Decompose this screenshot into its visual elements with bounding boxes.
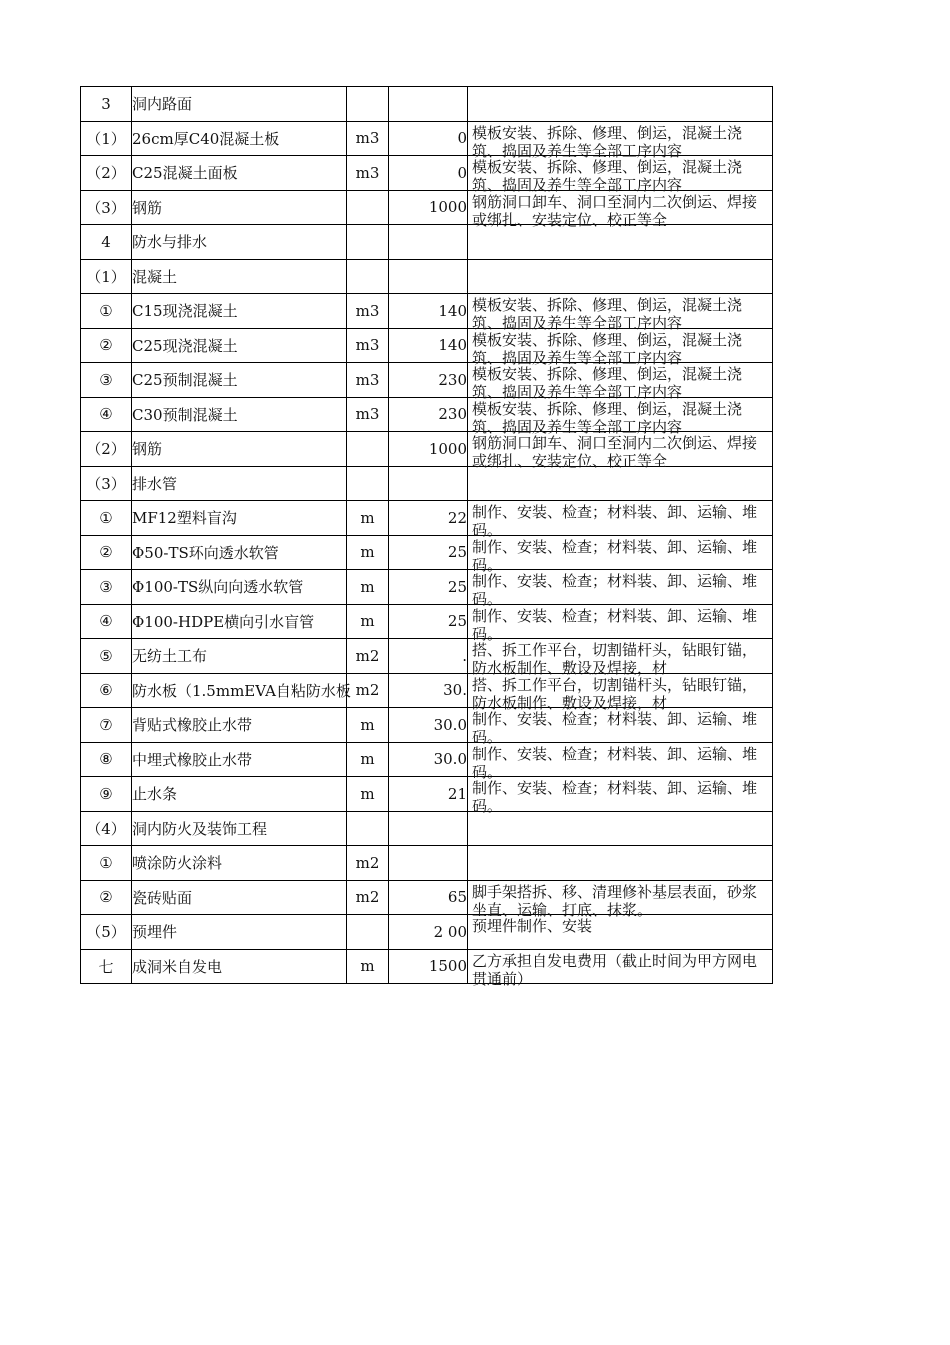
table-row[interactable] bbox=[81, 811, 773, 846]
unit-cell[interactable]: m2 bbox=[347, 846, 389, 881]
work-content-cell[interactable] bbox=[468, 501, 773, 539]
item-number-cell[interactable]: ⑨ bbox=[81, 777, 132, 812]
unit-cell[interactable]: m bbox=[347, 708, 389, 743]
item-number-cell[interactable]: （1） bbox=[81, 259, 132, 294]
quantity-cell[interactable]: 0 bbox=[389, 156, 468, 191]
unit-cell[interactable] bbox=[347, 259, 389, 294]
work-content-text: 模板安装、拆除、修理、倒运，混凝土浇筑、捣固及养生等全部工序内容 bbox=[472, 330, 743, 367]
work-content-cell[interactable] bbox=[468, 259, 773, 294]
item-name-cell[interactable]: 混凝土 bbox=[132, 259, 347, 294]
work-content-cell[interactable] bbox=[468, 742, 773, 781]
item-name-cell[interactable]: 瓷砖贴面 bbox=[132, 880, 347, 915]
table-row[interactable] bbox=[81, 915, 773, 950]
item-number-cell[interactable]: （3） bbox=[81, 190, 132, 225]
item-name-cell[interactable]: 洞内防火及装饰工程 bbox=[132, 811, 347, 846]
item-number-cell[interactable]: ④ bbox=[81, 604, 132, 639]
item-number-cell[interactable]: ④ bbox=[81, 397, 132, 432]
table-row[interactable] bbox=[81, 639, 773, 674]
work-content-text: 制作、安装、检查；材料装、卸、运输、堆码。 bbox=[472, 710, 758, 746]
item-name-cell[interactable]: 钢筋 bbox=[132, 190, 347, 225]
work-content-text: 模板安装、拆除、修理、倒运，混凝土浇筑、捣固及养生等全部工序内容 bbox=[472, 296, 743, 332]
table-row[interactable] bbox=[81, 190, 773, 225]
item-name-cell[interactable]: Φ100-HDPE横向引水盲管 bbox=[132, 604, 347, 639]
table-row[interactable] bbox=[81, 949, 773, 984]
quantity-cell[interactable] bbox=[389, 259, 468, 294]
unit-cell[interactable]: m3 bbox=[347, 397, 389, 432]
work-content-text: 脚手架搭拆、移、清理修补基层表面，砂浆坐直、运输、打底、抹浆。 bbox=[472, 882, 758, 919]
unit-cell[interactable] bbox=[347, 466, 389, 501]
table-row[interactable] bbox=[81, 328, 773, 363]
item-name-cell[interactable]: 成洞米自发电 bbox=[132, 949, 347, 984]
item-name-cell[interactable]: 中埋式橡胶止水带 bbox=[132, 742, 347, 777]
unit-cell[interactable] bbox=[347, 915, 389, 950]
item-name-cell[interactable]: 喷涂防火涂料 bbox=[132, 846, 347, 881]
quantity-cell[interactable]: 140 bbox=[389, 328, 468, 363]
unit-cell[interactable]: m2 bbox=[347, 673, 389, 708]
quantity-cell[interactable] bbox=[389, 87, 468, 122]
work-content-cell[interactable] bbox=[468, 880, 773, 919]
table-row[interactable] bbox=[81, 294, 773, 329]
unit-cell[interactable] bbox=[347, 225, 389, 260]
item-name-cell[interactable]: MF12塑料盲沟 bbox=[132, 501, 347, 536]
unit-cell[interactable]: m bbox=[347, 604, 389, 639]
item-number-cell[interactable]: ⑥ bbox=[81, 673, 132, 708]
item-number-cell[interactable]: （1） bbox=[81, 121, 132, 156]
quantity-cell[interactable]: 22 bbox=[389, 501, 468, 536]
quantity-cell[interactable] bbox=[389, 846, 468, 881]
work-content-text: 制作、安装、检查；材料装、卸、运输、堆码。 bbox=[472, 537, 758, 574]
item-number-cell[interactable]: ② bbox=[81, 328, 132, 363]
work-content-cell[interactable] bbox=[468, 949, 773, 988]
work-content-cell[interactable] bbox=[468, 190, 773, 229]
item-number-cell[interactable]: （3） bbox=[81, 466, 132, 501]
item-number-cell[interactable]: ① bbox=[81, 846, 132, 881]
quantity-cell[interactable]: 25 bbox=[389, 604, 468, 639]
table-row[interactable] bbox=[81, 777, 773, 812]
work-content-cell[interactable] bbox=[468, 294, 773, 332]
unit-cell[interactable] bbox=[347, 432, 389, 467]
work-content-cell[interactable] bbox=[468, 639, 773, 677]
item-number-cell[interactable]: ① bbox=[81, 501, 132, 536]
quantity-cell[interactable]: 30.0 bbox=[389, 708, 468, 743]
work-content-text: 模板安装、拆除、修理、倒运，混凝土浇筑、捣固及养生等全部工序内容 bbox=[472, 158, 743, 194]
item-name-cell[interactable]: 防水与排水 bbox=[132, 225, 347, 260]
quantity-cell[interactable] bbox=[389, 466, 468, 501]
work-content-text: 钢筋洞口卸车、洞口至洞内二次倒运、焊接或绑扎、安装定位、校正等全 bbox=[472, 192, 758, 229]
item-name-cell[interactable]: C25预制混凝土 bbox=[132, 363, 347, 398]
item-number-cell[interactable]: （4） bbox=[81, 811, 132, 846]
table-row[interactable] bbox=[81, 397, 773, 432]
work-content-cell[interactable] bbox=[468, 121, 773, 160]
item-number-cell[interactable]: ③ bbox=[81, 363, 132, 398]
work-content-cell[interactable] bbox=[468, 846, 773, 881]
work-content-text: 搭、拆工作平台，切割锚杆头，钻眼钉锚，防水板制作、敷设及焊接，材 bbox=[472, 641, 758, 677]
work-content-cell[interactable] bbox=[468, 397, 773, 436]
work-content-text: 模板安装、拆除、修理、倒运，混凝土浇筑、捣固及养生等全部工序内容 bbox=[472, 399, 743, 436]
work-content-cell[interactable] bbox=[468, 328, 773, 367]
item-number-cell[interactable]: （5） bbox=[81, 915, 132, 950]
table-row[interactable] bbox=[81, 708, 773, 743]
quantity-cell[interactable]: 65 bbox=[389, 880, 468, 915]
quantity-cell[interactable]: 25 bbox=[389, 570, 468, 605]
item-number-cell[interactable]: ② bbox=[81, 535, 132, 570]
unit-cell[interactable]: m3 bbox=[347, 328, 389, 363]
table-row[interactable] bbox=[81, 535, 773, 570]
table-row[interactable] bbox=[81, 466, 773, 501]
table-row[interactable] bbox=[81, 225, 773, 260]
work-content-cell[interactable] bbox=[468, 915, 773, 950]
item-number-cell[interactable]: 4 bbox=[81, 225, 132, 260]
item-number-cell[interactable]: ① bbox=[81, 294, 132, 329]
item-number-cell[interactable]: ⑤ bbox=[81, 639, 132, 674]
item-name-cell[interactable]: 预埋件 bbox=[132, 915, 347, 950]
table-row[interactable] bbox=[81, 156, 773, 191]
item-number-cell[interactable]: ⑧ bbox=[81, 742, 132, 777]
item-name-cell[interactable]: 止水条 bbox=[132, 777, 347, 812]
item-number-cell[interactable]: ② bbox=[81, 880, 132, 915]
table-row[interactable] bbox=[81, 432, 773, 467]
work-content-cell[interactable] bbox=[468, 432, 773, 470]
table-row[interactable] bbox=[81, 846, 773, 881]
quantity-cell[interactable]: 0 bbox=[389, 121, 468, 156]
item-number-cell[interactable]: （2） bbox=[81, 156, 132, 191]
quantity-cell[interactable]: 1000 bbox=[389, 190, 468, 225]
unit-cell[interactable]: m bbox=[347, 777, 389, 812]
unit-cell[interactable] bbox=[347, 87, 389, 122]
work-content-cell[interactable] bbox=[468, 535, 773, 574]
table-row[interactable] bbox=[81, 673, 773, 708]
quantity-cell[interactable]: 25 bbox=[389, 535, 468, 570]
table-row[interactable] bbox=[81, 121, 773, 156]
table-row[interactable] bbox=[81, 87, 773, 122]
work-content-text: 预埋件制作、安装 bbox=[472, 917, 593, 935]
quantity-cell[interactable] bbox=[389, 811, 468, 846]
unit-cell[interactable] bbox=[347, 190, 389, 225]
quantity-cell[interactable]: 30. bbox=[389, 673, 468, 708]
quantity-cell[interactable]: 230 bbox=[389, 397, 468, 432]
unit-cell[interactable]: m2 bbox=[347, 880, 389, 915]
quantity-cell[interactable]: 230 bbox=[389, 363, 468, 398]
table-row[interactable] bbox=[81, 570, 773, 605]
table-body bbox=[81, 87, 773, 988]
item-name-cell[interactable]: C25混凝土面板 bbox=[132, 156, 347, 191]
unit-cell[interactable]: m3 bbox=[347, 121, 389, 156]
work-content-cell[interactable] bbox=[468, 363, 773, 401]
item-name-cell[interactable]: Φ50-TS环向透水软管 bbox=[132, 535, 347, 570]
unit-cell[interactable]: m bbox=[347, 501, 389, 536]
unit-cell[interactable]: m2 bbox=[347, 639, 389, 674]
quantity-cell[interactable]: 1000 bbox=[389, 432, 468, 467]
item-number-cell[interactable]: （2） bbox=[81, 432, 132, 467]
unit-cell[interactable]: m bbox=[347, 570, 389, 605]
unit-cell[interactable]: m bbox=[347, 535, 389, 570]
item-name-cell[interactable]: 背贴式橡胶止水带 bbox=[132, 708, 347, 743]
work-content-text: 钢筋洞口卸车、洞口至洞内二次倒运、焊接或绑扎、安装定位、校正等全 bbox=[472, 434, 758, 470]
work-content-cell[interactable] bbox=[468, 708, 773, 746]
work-content-text: 制作、安装、检查；材料装、卸、运输、堆码。 bbox=[472, 779, 758, 815]
work-content-cell[interactable] bbox=[468, 225, 773, 260]
item-name-cell[interactable]: 防水板（1.5mmEVA自粘防水板 bbox=[132, 673, 347, 708]
table-row[interactable] bbox=[81, 742, 773, 777]
table-row[interactable] bbox=[81, 880, 773, 915]
quantity-cell[interactable]: 21 bbox=[389, 777, 468, 812]
spreadsheet-table bbox=[80, 86, 773, 988]
work-content-text: 乙方承担自发电费用（截止时间为甲方网电贯通前） bbox=[472, 951, 758, 988]
item-number-cell[interactable]: ③ bbox=[81, 570, 132, 605]
work-content-cell[interactable] bbox=[468, 466, 773, 501]
table-row[interactable] bbox=[81, 604, 773, 639]
item-number-cell[interactable]: ⑦ bbox=[81, 708, 132, 743]
work-content-text: 制作、安装、检查；材料装、卸、运输、堆码。 bbox=[472, 744, 758, 781]
work-content-text: 制作、安装、检查；材料装、卸、运输、堆码。 bbox=[472, 503, 758, 539]
unit-cell[interactable]: m3 bbox=[347, 363, 389, 398]
unit-cell[interactable] bbox=[347, 811, 389, 846]
item-name-cell[interactable]: C25现浇混凝土 bbox=[132, 328, 347, 363]
unit-cell[interactable]: m3 bbox=[347, 294, 389, 329]
item-name-cell[interactable]: C15现浇混凝土 bbox=[132, 294, 347, 329]
item-name-cell[interactable]: C30预制混凝土 bbox=[132, 397, 347, 432]
item-number-cell[interactable]: 3 bbox=[81, 87, 132, 122]
work-content-cell[interactable] bbox=[468, 604, 773, 643]
work-content-cell[interactable] bbox=[468, 811, 773, 846]
unit-cell[interactable]: m bbox=[347, 949, 389, 984]
quantity-cell[interactable]: 30.0 bbox=[389, 742, 468, 777]
work-content-cell[interactable] bbox=[468, 673, 773, 712]
quantity-cell[interactable] bbox=[389, 225, 468, 260]
work-content-text: 搭、拆工作平台，切割锚杆头，钻眼钉锚，防水板制作、敷设及焊接，材 bbox=[472, 675, 758, 712]
quantity-cell[interactable]: . bbox=[389, 639, 468, 674]
unit-cell[interactable]: m bbox=[347, 742, 389, 777]
work-content-text: 模板安装、拆除、修理、倒运，混凝土浇筑、捣固及养生等全部工序内容 bbox=[472, 123, 743, 160]
work-content-text: 模板安装、拆除、修理、倒运，混凝土浇筑、捣固及养生等全部工序内容 bbox=[472, 365, 743, 401]
unit-cell[interactable]: m3 bbox=[347, 156, 389, 191]
work-content-text: 制作、安装、检查；材料装、卸、运输、堆码。 bbox=[472, 606, 758, 643]
table-row[interactable] bbox=[81, 259, 773, 294]
item-name-cell[interactable]: 排水管 bbox=[132, 466, 347, 501]
work-content-cell[interactable] bbox=[468, 87, 773, 122]
table-row[interactable] bbox=[81, 501, 773, 536]
item-name-cell[interactable]: 无纺土工布 bbox=[132, 639, 347, 674]
item-name-cell[interactable]: 洞内路面 bbox=[132, 87, 347, 122]
item-number-cell[interactable]: 七 bbox=[81, 949, 132, 984]
quantity-cell[interactable]: 140 bbox=[389, 294, 468, 329]
item-name-cell[interactable]: Φ100-TS纵向向透水软管 bbox=[132, 570, 347, 605]
quantity-cell[interactable]: 2 00 bbox=[389, 915, 468, 950]
table-row[interactable] bbox=[81, 363, 773, 398]
item-name-cell[interactable]: 26cm厚C40混凝土板 bbox=[132, 121, 347, 156]
work-content-text: 制作、安装、检查；材料装、卸、运输、堆码。 bbox=[472, 572, 758, 608]
work-content-cell[interactable] bbox=[468, 570, 773, 608]
work-content-cell[interactable] bbox=[468, 777, 773, 815]
work-content-cell[interactable] bbox=[468, 156, 773, 194]
item-name-cell[interactable]: 钢筋 bbox=[132, 432, 347, 467]
quantity-cell[interactable]: 1500 bbox=[389, 949, 468, 984]
